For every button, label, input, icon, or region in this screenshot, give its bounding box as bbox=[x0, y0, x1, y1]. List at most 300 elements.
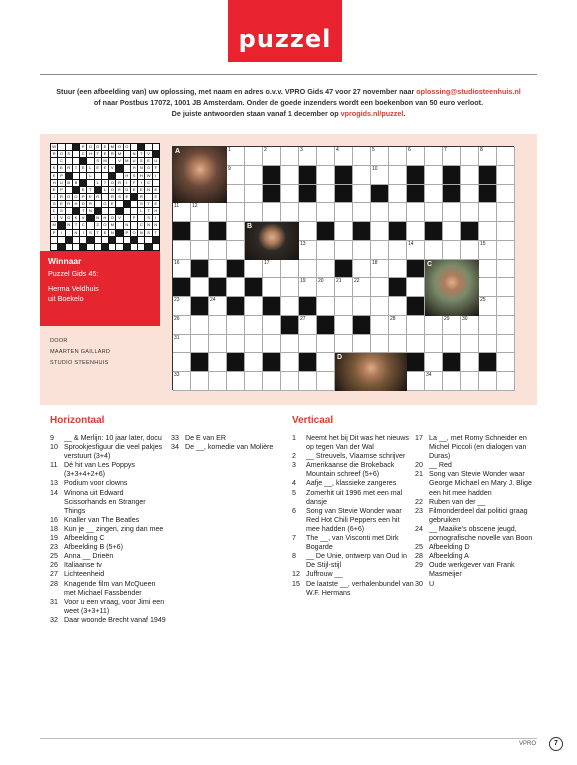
answer-cell[interactable] bbox=[479, 147, 497, 166]
mini-cell: T bbox=[96, 151, 99, 157]
answer-cell[interactable] bbox=[353, 166, 371, 185]
answer-cell[interactable] bbox=[497, 222, 515, 241]
answer-cell[interactable] bbox=[389, 203, 407, 222]
black-cell bbox=[299, 185, 317, 204]
clue bbox=[415, 461, 537, 470]
mini-cell bbox=[73, 173, 79, 179]
answer-cell[interactable] bbox=[497, 372, 515, 391]
answer-cell[interactable] bbox=[263, 372, 281, 391]
answer-cell[interactable] bbox=[263, 260, 281, 279]
mini-cell: R bbox=[139, 193, 143, 199]
answer-cell[interactable] bbox=[479, 203, 497, 222]
clue bbox=[292, 534, 414, 552]
mini-cell: M bbox=[110, 222, 114, 228]
answer-cell[interactable] bbox=[317, 185, 335, 204]
answer-cell[interactable] bbox=[371, 316, 389, 335]
answer-cell[interactable] bbox=[245, 185, 263, 204]
answer-cell[interactable] bbox=[281, 185, 299, 204]
answer-cell[interactable] bbox=[425, 353, 443, 372]
answer-cell[interactable] bbox=[497, 203, 515, 222]
answer-cell[interactable] bbox=[407, 241, 425, 260]
black-cell bbox=[371, 185, 389, 204]
photo-label: A bbox=[175, 148, 181, 155]
answer-cell[interactable] bbox=[317, 353, 335, 372]
answer-cell[interactable] bbox=[371, 278, 389, 297]
answer-cell[interactable] bbox=[497, 316, 515, 335]
answer-cell[interactable] bbox=[317, 335, 335, 354]
mini-cell bbox=[95, 173, 101, 179]
mini-cell bbox=[102, 194, 108, 200]
clue-text: The __, van Visconti met Dirk Bogarde bbox=[306, 534, 399, 552]
mini-cell bbox=[95, 237, 101, 243]
answer-cell[interactable] bbox=[479, 316, 497, 335]
answer-cell[interactable] bbox=[245, 297, 263, 316]
mini-cell bbox=[109, 208, 115, 214]
black-cell bbox=[353, 316, 371, 335]
answer-cell[interactable] bbox=[407, 335, 425, 354]
clue-number: 23 bbox=[50, 543, 58, 552]
answer-cell[interactable] bbox=[497, 353, 515, 372]
answer-cell[interactable] bbox=[461, 203, 479, 222]
answer-cell[interactable] bbox=[191, 335, 209, 354]
answer-cell[interactable] bbox=[479, 297, 497, 316]
mini-cell: H bbox=[103, 215, 107, 221]
mini-cell: V bbox=[60, 215, 63, 221]
vertical-heading: Verticaal bbox=[292, 415, 334, 426]
answer-cell[interactable] bbox=[281, 297, 299, 316]
answer-cell[interactable] bbox=[335, 278, 353, 297]
black-cell bbox=[173, 278, 191, 297]
mini-cell: W bbox=[146, 172, 151, 178]
mini-cell bbox=[153, 244, 159, 250]
answer-cell[interactable] bbox=[479, 372, 497, 391]
clue bbox=[50, 525, 166, 534]
answer-cell[interactable] bbox=[191, 203, 209, 222]
answer-cell[interactable] bbox=[317, 241, 335, 260]
answer-cell[interactable] bbox=[497, 260, 515, 279]
answer-cell[interactable] bbox=[281, 353, 299, 372]
answer-cell[interactable] bbox=[173, 241, 191, 260]
mini-cell: C bbox=[139, 222, 143, 228]
answer-cell[interactable] bbox=[281, 335, 299, 354]
answer-cell[interactable] bbox=[461, 316, 479, 335]
answer-cell[interactable] bbox=[461, 372, 479, 391]
clue bbox=[50, 616, 166, 625]
mini-cell: H bbox=[139, 172, 143, 178]
answer-cell[interactable] bbox=[353, 241, 371, 260]
answer-cell[interactable] bbox=[263, 335, 281, 354]
answer-cell[interactable] bbox=[425, 203, 443, 222]
answer-cell[interactable] bbox=[389, 185, 407, 204]
clue-text: Oude werkgever van Frank Masmeijer bbox=[429, 561, 515, 579]
answer-cell[interactable] bbox=[335, 241, 353, 260]
answer-cell[interactable] bbox=[281, 278, 299, 297]
intro-line1: Stuur (een afbeelding van) uw oplossing, met naam en adres o.v.v. VPRO Gids 47 voor 27 november naar bbox=[56, 87, 417, 96]
answer-cell[interactable] bbox=[191, 372, 209, 391]
answer-cell[interactable] bbox=[299, 241, 317, 260]
answer-cell[interactable] bbox=[191, 316, 209, 335]
horizontal-clues-col2 bbox=[171, 434, 283, 452]
answer-cell[interactable] bbox=[389, 241, 407, 260]
mini-cell bbox=[66, 237, 72, 243]
mini-cell bbox=[58, 144, 64, 150]
email-link[interactable]: oplossing@studiosteenhuis.nl bbox=[416, 87, 521, 96]
answer-cell[interactable] bbox=[353, 335, 371, 354]
mini-cell: L bbox=[87, 173, 93, 179]
answer-cell[interactable] bbox=[299, 372, 317, 391]
answer-cell[interactable] bbox=[317, 372, 335, 391]
answer-cell[interactable] bbox=[335, 222, 353, 241]
answer-cell[interactable] bbox=[461, 353, 479, 372]
mini-cell: S bbox=[118, 193, 121, 199]
mini-cell bbox=[116, 230, 122, 236]
answer-cell[interactable] bbox=[299, 147, 317, 166]
answer-cell[interactable] bbox=[317, 147, 335, 166]
clue-number: 3 bbox=[292, 461, 296, 470]
answer-cell[interactable] bbox=[299, 278, 317, 297]
answer-cell[interactable] bbox=[245, 372, 263, 391]
answer-cell[interactable] bbox=[227, 278, 245, 297]
answer-cell[interactable] bbox=[371, 203, 389, 222]
answer-cell[interactable] bbox=[317, 297, 335, 316]
answer-cell[interactable] bbox=[227, 166, 245, 185]
answer-cell[interactable] bbox=[497, 185, 515, 204]
answer-cell[interactable] bbox=[227, 241, 245, 260]
answer-cell[interactable] bbox=[263, 203, 281, 222]
answer-cell[interactable] bbox=[263, 278, 281, 297]
answer-cell[interactable] bbox=[245, 147, 263, 166]
answer-cell[interactable] bbox=[353, 185, 371, 204]
answer-cell[interactable] bbox=[479, 260, 497, 279]
mini-cell: C bbox=[147, 179, 151, 185]
clue-text: Song van Stevie Wonder waar George Michael en Mary J. Blige een hit mee hadden bbox=[429, 470, 532, 497]
answer-cell[interactable] bbox=[317, 278, 335, 297]
answer-cell[interactable] bbox=[281, 203, 299, 222]
answer-cell[interactable] bbox=[173, 353, 191, 372]
answer-cell[interactable] bbox=[425, 241, 443, 260]
answer-cell[interactable] bbox=[389, 335, 407, 354]
answer-cell[interactable] bbox=[479, 335, 497, 354]
mini-cell: D bbox=[125, 186, 129, 192]
mini-cell: H bbox=[52, 179, 56, 185]
answer-cell[interactable] bbox=[443, 372, 461, 391]
mini-cell: I bbox=[124, 180, 130, 186]
answer-cell[interactable] bbox=[299, 335, 317, 354]
mini-cell: I bbox=[51, 194, 57, 200]
answer-cell[interactable] bbox=[371, 297, 389, 316]
answer-cell[interactable] bbox=[443, 222, 461, 241]
answer-cell[interactable] bbox=[281, 166, 299, 185]
answer-cell[interactable] bbox=[497, 241, 515, 260]
site-link[interactable]: vprogids.nl/puzzel bbox=[340, 109, 404, 118]
crossword-grid[interactable] bbox=[172, 146, 514, 390]
mini-cell: H bbox=[154, 208, 158, 214]
answer-cell[interactable] bbox=[263, 147, 281, 166]
answer-cell[interactable] bbox=[371, 147, 389, 166]
clue bbox=[292, 479, 414, 488]
answer-cell[interactable] bbox=[227, 147, 245, 166]
clue-number: 15 bbox=[480, 240, 486, 247]
clue-number: 16 bbox=[50, 515, 58, 524]
puzzel-logo bbox=[228, 0, 342, 62]
answer-cell[interactable] bbox=[281, 260, 299, 279]
answer-cell[interactable] bbox=[335, 147, 353, 166]
clue-number: 1 bbox=[292, 434, 296, 442]
answer-cell[interactable] bbox=[443, 147, 461, 166]
answer-cell[interactable] bbox=[371, 260, 389, 279]
answer-cell[interactable] bbox=[209, 372, 227, 391]
clue-text: Anna __ Drieën bbox=[64, 552, 114, 561]
clue bbox=[292, 580, 414, 598]
answer-cell[interactable] bbox=[443, 316, 461, 335]
mini-cell: N bbox=[147, 186, 151, 192]
answer-cell[interactable] bbox=[209, 353, 227, 372]
answer-cell[interactable] bbox=[245, 316, 263, 335]
answer-cell[interactable] bbox=[407, 203, 425, 222]
black-cell bbox=[299, 166, 317, 185]
answer-cell[interactable] bbox=[227, 316, 245, 335]
black-cell bbox=[317, 316, 335, 335]
black-cell bbox=[443, 166, 461, 185]
mini-cell: E bbox=[103, 229, 107, 235]
answer-cell[interactable] bbox=[371, 241, 389, 260]
mini-cell: G bbox=[103, 201, 107, 207]
answer-cell[interactable] bbox=[335, 297, 353, 316]
mini-cell bbox=[131, 208, 137, 214]
answer-cell[interactable] bbox=[479, 278, 497, 297]
clue-text: Afbeelding B (5+6) bbox=[64, 543, 123, 552]
page-number: 7 bbox=[549, 737, 563, 751]
answer-cell[interactable] bbox=[425, 372, 443, 391]
mini-cell: O bbox=[67, 193, 71, 199]
answer-cell[interactable] bbox=[227, 203, 245, 222]
answer-cell[interactable] bbox=[299, 203, 317, 222]
answer-cell[interactable] bbox=[227, 222, 245, 241]
answer-cell[interactable] bbox=[353, 297, 371, 316]
clue-number: 9 bbox=[228, 165, 231, 172]
vertical-clues-col1 bbox=[292, 434, 414, 598]
answer-cell[interactable] bbox=[173, 372, 191, 391]
clue-number: 6 bbox=[408, 147, 411, 153]
answer-cell[interactable] bbox=[263, 316, 281, 335]
answer-cell[interactable] bbox=[497, 166, 515, 185]
answer-cell[interactable] bbox=[191, 222, 209, 241]
answer-cell[interactable] bbox=[299, 316, 317, 335]
answer-cell[interactable] bbox=[461, 166, 479, 185]
mini-cell bbox=[73, 158, 79, 164]
clue-number: 28 bbox=[415, 552, 423, 561]
answer-cell[interactable] bbox=[425, 166, 443, 185]
clue-number: 34 bbox=[171, 443, 179, 452]
black-cell bbox=[245, 278, 263, 297]
answer-cell[interactable] bbox=[425, 147, 443, 166]
mini-cell: E bbox=[154, 186, 158, 192]
answer-cell[interactable] bbox=[209, 297, 227, 316]
mini-cell: L bbox=[138, 208, 144, 214]
answer-cell[interactable] bbox=[209, 260, 227, 279]
answer-cell[interactable] bbox=[173, 316, 191, 335]
answer-cell[interactable] bbox=[425, 316, 443, 335]
mini-cell bbox=[124, 237, 130, 243]
mini-cell: N bbox=[139, 229, 143, 235]
credits bbox=[50, 336, 110, 369]
answer-cell[interactable] bbox=[425, 185, 443, 204]
clue-text: Filmonderdeel dat politici graag gebruiken bbox=[429, 506, 528, 524]
answer-cell[interactable] bbox=[227, 335, 245, 354]
answer-cell[interactable] bbox=[353, 260, 371, 279]
answer-cell[interactable] bbox=[209, 203, 227, 222]
clue bbox=[415, 580, 537, 589]
answer-cell[interactable] bbox=[353, 203, 371, 222]
answer-cell[interactable] bbox=[443, 241, 461, 260]
answer-cell[interactable] bbox=[497, 335, 515, 354]
answer-cell[interactable] bbox=[461, 185, 479, 204]
clue bbox=[50, 534, 166, 543]
answer-cell[interactable] bbox=[173, 297, 191, 316]
answer-cell[interactable] bbox=[245, 203, 263, 222]
clue-text: Daar woonde Brecht vanaf 1949 bbox=[64, 615, 166, 624]
answer-cell[interactable] bbox=[497, 297, 515, 316]
mini-cell bbox=[87, 215, 93, 221]
answer-cell[interactable] bbox=[173, 203, 191, 222]
answer-cell[interactable] bbox=[191, 241, 209, 260]
answer-cell[interactable] bbox=[317, 260, 335, 279]
clue bbox=[415, 561, 537, 579]
winner-place: uit Boekelo bbox=[48, 294, 84, 303]
answer-cell[interactable] bbox=[443, 335, 461, 354]
answer-cell[interactable] bbox=[461, 147, 479, 166]
clue bbox=[50, 580, 166, 598]
mini-cell: H bbox=[132, 165, 136, 171]
answer-cell[interactable] bbox=[407, 278, 425, 297]
answer-cell[interactable] bbox=[335, 316, 353, 335]
clue bbox=[50, 552, 166, 561]
clue bbox=[50, 516, 166, 525]
clue bbox=[171, 434, 283, 443]
answer-cell[interactable] bbox=[389, 147, 407, 166]
clue-photo bbox=[245, 222, 299, 260]
answer-cell[interactable] bbox=[317, 203, 335, 222]
clue-number: 32 bbox=[50, 615, 58, 624]
answer-cell[interactable] bbox=[389, 260, 407, 279]
credits-door: DOOR bbox=[50, 338, 68, 344]
answer-cell[interactable] bbox=[245, 260, 263, 279]
mini-cell: R bbox=[67, 165, 71, 171]
mini-cell bbox=[116, 222, 122, 228]
answer-cell[interactable] bbox=[281, 147, 299, 166]
clue-number: 10 bbox=[50, 443, 58, 452]
clue-text: Sprookjesfiguur die veel pakjes verstuurt (3+4) bbox=[64, 443, 163, 461]
mini-cell: T bbox=[96, 229, 99, 235]
mini-cell: T bbox=[147, 201, 150, 207]
black-cell bbox=[353, 222, 371, 241]
answer-cell[interactable] bbox=[227, 372, 245, 391]
mini-cell: I bbox=[153, 215, 159, 221]
black-cell bbox=[299, 353, 317, 372]
clue-number: 5 bbox=[372, 147, 375, 153]
clue-number: 25 bbox=[50, 552, 58, 561]
answer-cell[interactable] bbox=[479, 222, 497, 241]
mini-cell: R bbox=[67, 201, 71, 207]
mini-cell: S bbox=[132, 172, 136, 178]
answer-cell[interactable] bbox=[479, 241, 497, 260]
clue-text: Neemt het bij Dit was het nieuws op tegen Van der Wal bbox=[306, 434, 409, 452]
clue-text: __ De Unie, ontwerp van Oud in De Stijl-stijl bbox=[306, 552, 407, 570]
answer-cell[interactable] bbox=[335, 335, 353, 354]
clue-number: 24 bbox=[415, 524, 423, 533]
mini-cell bbox=[66, 173, 72, 179]
clue-number: 4 bbox=[336, 147, 339, 153]
answer-cell[interactable] bbox=[371, 222, 389, 241]
answer-cell[interactable] bbox=[335, 203, 353, 222]
clue-text: __ Streuvels, Vlaamse schrijver bbox=[306, 452, 406, 461]
answer-cell[interactable] bbox=[407, 222, 425, 241]
answer-cell[interactable] bbox=[389, 166, 407, 185]
answer-cell[interactable] bbox=[443, 203, 461, 222]
answer-cell[interactable] bbox=[407, 372, 425, 391]
mini-cell: E bbox=[154, 193, 158, 199]
answer-cell[interactable] bbox=[497, 278, 515, 297]
answer-cell[interactable] bbox=[317, 166, 335, 185]
answer-cell[interactable] bbox=[461, 335, 479, 354]
answer-cell[interactable] bbox=[245, 353, 263, 372]
answer-cell[interactable] bbox=[461, 241, 479, 260]
answer-cell[interactable] bbox=[407, 316, 425, 335]
answer-cell[interactable] bbox=[371, 166, 389, 185]
answer-cell[interactable] bbox=[209, 316, 227, 335]
mini-cell: R bbox=[52, 151, 56, 157]
mini-cell: Z bbox=[96, 222, 99, 228]
black-cell bbox=[407, 297, 425, 316]
clue-text: Podium voor clowns bbox=[64, 479, 128, 488]
photo-label: D bbox=[337, 354, 343, 362]
answer-cell[interactable] bbox=[353, 278, 371, 297]
answer-cell[interactable] bbox=[227, 185, 245, 204]
answer-cell[interactable] bbox=[209, 335, 227, 354]
mini-cell: I bbox=[153, 173, 159, 179]
answer-cell[interactable] bbox=[371, 335, 389, 354]
answer-cell[interactable] bbox=[407, 147, 425, 166]
answer-cell[interactable] bbox=[389, 316, 407, 335]
answer-cell[interactable] bbox=[497, 147, 515, 166]
answer-cell[interactable] bbox=[191, 278, 209, 297]
answer-cell[interactable] bbox=[299, 222, 317, 241]
answer-cell[interactable] bbox=[209, 241, 227, 260]
mini-cell: I bbox=[80, 230, 86, 236]
black-cell bbox=[191, 260, 209, 279]
mini-cell bbox=[145, 244, 151, 250]
mini-cell: O bbox=[96, 144, 100, 149]
clue-text: Zomerhit uit 1996 met een mal dansje bbox=[306, 488, 403, 506]
answer-cell[interactable] bbox=[173, 335, 191, 354]
answer-cell[interactable] bbox=[245, 335, 263, 354]
black-cell bbox=[191, 297, 209, 316]
answer-cell[interactable] bbox=[281, 372, 299, 391]
answer-cell[interactable] bbox=[389, 297, 407, 316]
mini-cell: T bbox=[74, 222, 78, 228]
answer-cell[interactable] bbox=[299, 260, 317, 279]
mini-cell bbox=[131, 244, 137, 250]
mini-cell bbox=[51, 244, 57, 250]
answer-cell[interactable] bbox=[353, 147, 371, 166]
mini-cell: E bbox=[139, 186, 143, 192]
answer-cell[interactable] bbox=[173, 260, 191, 279]
clue-number: 13 bbox=[50, 479, 58, 488]
answer-cell[interactable] bbox=[425, 335, 443, 354]
mini-cell: P bbox=[52, 229, 56, 235]
mini-cell bbox=[58, 222, 64, 228]
answer-cell[interactable] bbox=[245, 166, 263, 185]
